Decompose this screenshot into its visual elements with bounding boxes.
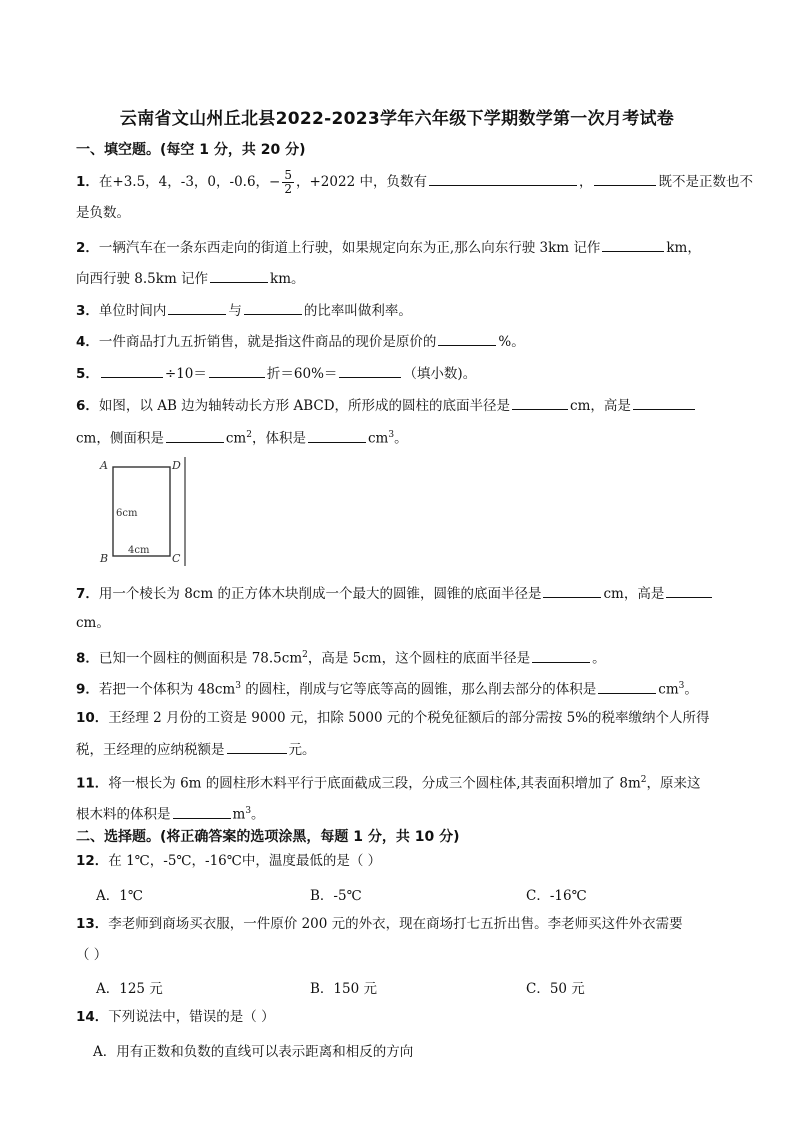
answer-blank[interactable] (512, 394, 568, 410)
question-text: 一件商品打九五折销售，就是指这件商品的现价是原价的 (98, 334, 437, 350)
question-text: 元。 (288, 742, 316, 758)
question-7-line-1 (76, 582, 714, 604)
question-10-line-2 (76, 738, 316, 760)
superscript: 2 (246, 430, 252, 440)
question-text: 李老师到商场买衣服，一件原价 200 元的外衣，现在商场打七五折出售。李老师买这件外衣需要 (108, 916, 683, 932)
unit-text: cm (225, 430, 247, 447)
question-number: 8． (76, 650, 99, 667)
question-11-line-2 (76, 801, 265, 825)
question-text: 王经理 2 月份的工资是 9000 元，扣除 5000 元的个税免征额后的部分需按 5%的税率缴纳个人所得 (108, 710, 710, 726)
answer-blank[interactable] (598, 678, 656, 694)
question-2-line-1 (76, 236, 701, 258)
question-number: 3． (76, 303, 99, 319)
question-text: 与 (228, 303, 242, 319)
question-number: 4． (76, 334, 99, 350)
answer-blank[interactable] (532, 647, 590, 663)
question-text: ，原来这 (646, 775, 701, 792)
question-8 (76, 645, 606, 669)
question-number: 14． (76, 1009, 109, 1025)
question-text: ，+2022 中，负数有 (296, 174, 427, 190)
vertex-label-b: B (100, 552, 109, 565)
question-text: 用一个棱长为 8cm 的正方体木块削成一个最大的圆锥，圆锥的底面半径是 (98, 586, 542, 602)
question-9 (76, 676, 698, 700)
question-text: 既不是正数也不 (658, 174, 753, 190)
option-c[interactable]: C．-16℃ (526, 888, 587, 904)
answer-blank[interactable] (101, 362, 163, 378)
question-text: 。 (684, 681, 698, 698)
vertex-label-a: A (100, 459, 108, 472)
question-number: 12． (76, 853, 109, 869)
answer-blank[interactable] (210, 267, 268, 283)
question-text: cm，高是 (570, 398, 631, 414)
option-a[interactable]: A．1℃ (96, 888, 143, 904)
question-text: cm，高是 (603, 586, 665, 602)
superscript: 2 (640, 775, 647, 785)
question-text: 折＝60%＝ (266, 366, 338, 382)
question-10-line-1 (76, 708, 710, 728)
question-number: 5． (76, 366, 99, 382)
question-text: 的比率叫做利率。 (303, 303, 412, 319)
question-text: 的圆柱，削成与它等底等高的圆锥，那么削去部分的体积是 (240, 681, 597, 698)
option-b[interactable]: B．-5℃ (310, 888, 362, 904)
fraction-five-halves (282, 169, 294, 196)
question-text: 。 (394, 430, 408, 447)
answer-blank[interactable] (594, 170, 656, 186)
exam-title: 云南省文山州丘北县2022-2023学年六年级下学期数学第一次月考试卷 (119, 109, 675, 129)
question-text: 将一根长为 6m 的圆柱形木料平行于底面截成三段，分成三个圆柱体,其表面积增加了 8m (108, 775, 641, 792)
question-text: 已知一个圆柱的侧面积是 78.5cm (98, 650, 303, 667)
unit-text: cm (658, 681, 679, 698)
question-text: 在+3.5，4，-3，0，-0.6，− (98, 174, 281, 190)
answer-blank[interactable] (602, 236, 664, 252)
question-5 (76, 362, 476, 384)
question-12 (76, 851, 381, 871)
question-number: 2． (76, 240, 99, 256)
question-text: ，高是 5cm，这个圆柱的底面半径是 (307, 650, 531, 667)
question-text: cm，侧面积是 (76, 430, 164, 447)
answer-blank[interactable] (227, 738, 287, 754)
question-text: 税，王经理的应纳税额是 (76, 742, 225, 758)
question-number: 1． (76, 174, 99, 190)
question-4 (76, 330, 525, 352)
answer-blank[interactable] (633, 394, 695, 410)
question-text: 在 1℃，-5℃，-16℃中，温度最低的是（ ） (108, 853, 382, 869)
vertex-label-c: C (172, 552, 181, 565)
question-text: ÷10＝ (164, 366, 207, 382)
question-text: 根木料的体积是 (76, 806, 171, 823)
question-text: km， (666, 240, 701, 256)
question-2-line-2 (76, 267, 305, 289)
fraction-numerator: 5 (284, 168, 292, 182)
question-text: 。 (592, 650, 606, 667)
answer-blank[interactable] (543, 582, 601, 598)
question-1-line-1 (76, 169, 753, 196)
answer-blank[interactable] (166, 427, 224, 443)
question-6-line-2 (76, 425, 408, 449)
superscript: 3 (678, 681, 685, 691)
answer-blank[interactable] (429, 170, 577, 186)
question-text: 如图，以 AB 边为轴转动长方形 ABCD，所形成的圆柱的底面半径是 (98, 398, 511, 414)
superscript: 2 (302, 650, 308, 660)
question-text: ， (578, 174, 593, 190)
unit-text: cm (367, 430, 389, 447)
question-14 (76, 1007, 275, 1027)
question-number: 6． (76, 398, 99, 414)
answer-blank[interactable] (666, 582, 712, 598)
rectangle-abcd-figure (96, 455, 196, 570)
question-13-answer-paren: （ ） (76, 947, 108, 963)
question-text: （填小数)。 (403, 366, 477, 382)
option-b[interactable]: B．150 元 (310, 981, 377, 997)
answer-blank[interactable] (168, 299, 226, 315)
question-7-line-2: cm。 (76, 615, 110, 631)
question-number: 11． (76, 775, 109, 792)
superscript: 3 (388, 430, 395, 440)
vertex-label-d: D (172, 459, 181, 472)
question-text: 下列说法中，错误的是（ ） (108, 1009, 275, 1025)
question-text: ，体积是 (251, 430, 306, 447)
question-text: %。 (498, 334, 525, 350)
answer-blank[interactable] (339, 362, 401, 378)
question-11-line-1 (76, 770, 700, 794)
option-a[interactable]: A．125 元 (96, 981, 163, 997)
width-label: 4cm (128, 545, 150, 556)
question-3 (76, 299, 412, 321)
answer-blank[interactable] (308, 427, 366, 443)
question-number: 10． (76, 710, 109, 726)
answer-blank[interactable] (209, 362, 265, 378)
question-13 (76, 914, 683, 934)
fraction-denominator: 2 (284, 182, 292, 196)
question-number: 9． (76, 681, 99, 698)
answer-blank[interactable] (244, 299, 302, 315)
question-number: 13． (76, 916, 109, 932)
question-text: 。 (251, 806, 265, 823)
height-label: 6cm (116, 508, 138, 519)
question-text: 单位时间内 (98, 303, 167, 319)
question-text: km。 (270, 271, 305, 287)
option-a[interactable]: A．用有正数和负数的直线可以表示距离和相反的方向 (93, 1044, 414, 1060)
question-1-line-2: 是负数。 (76, 205, 130, 221)
superscript: 3 (235, 681, 241, 691)
unit-text: m (232, 806, 246, 823)
section-1-heading: 一、填空题。(每空 1 分，共 20 分) (76, 142, 306, 158)
question-number: 7． (76, 586, 99, 602)
question-text: 一辆汽车在一条东西走向的街道上行驶，如果规定向东为正,那么向东行驶 3km 记作 (98, 240, 601, 256)
superscript: 3 (245, 806, 252, 816)
section-2-heading: 二、选择题。(将正确答案的选项涂黑，每题 1 分，共 10 分) (76, 829, 460, 845)
question-text: 向西行驶 8.5km 记作 (76, 271, 209, 287)
answer-blank[interactable] (173, 803, 231, 819)
question-6-line-1 (76, 394, 697, 416)
question-text: 若把一个体积为 48cm (98, 681, 236, 698)
option-c[interactable]: C．50 元 (526, 981, 585, 997)
answer-blank[interactable] (438, 330, 496, 346)
